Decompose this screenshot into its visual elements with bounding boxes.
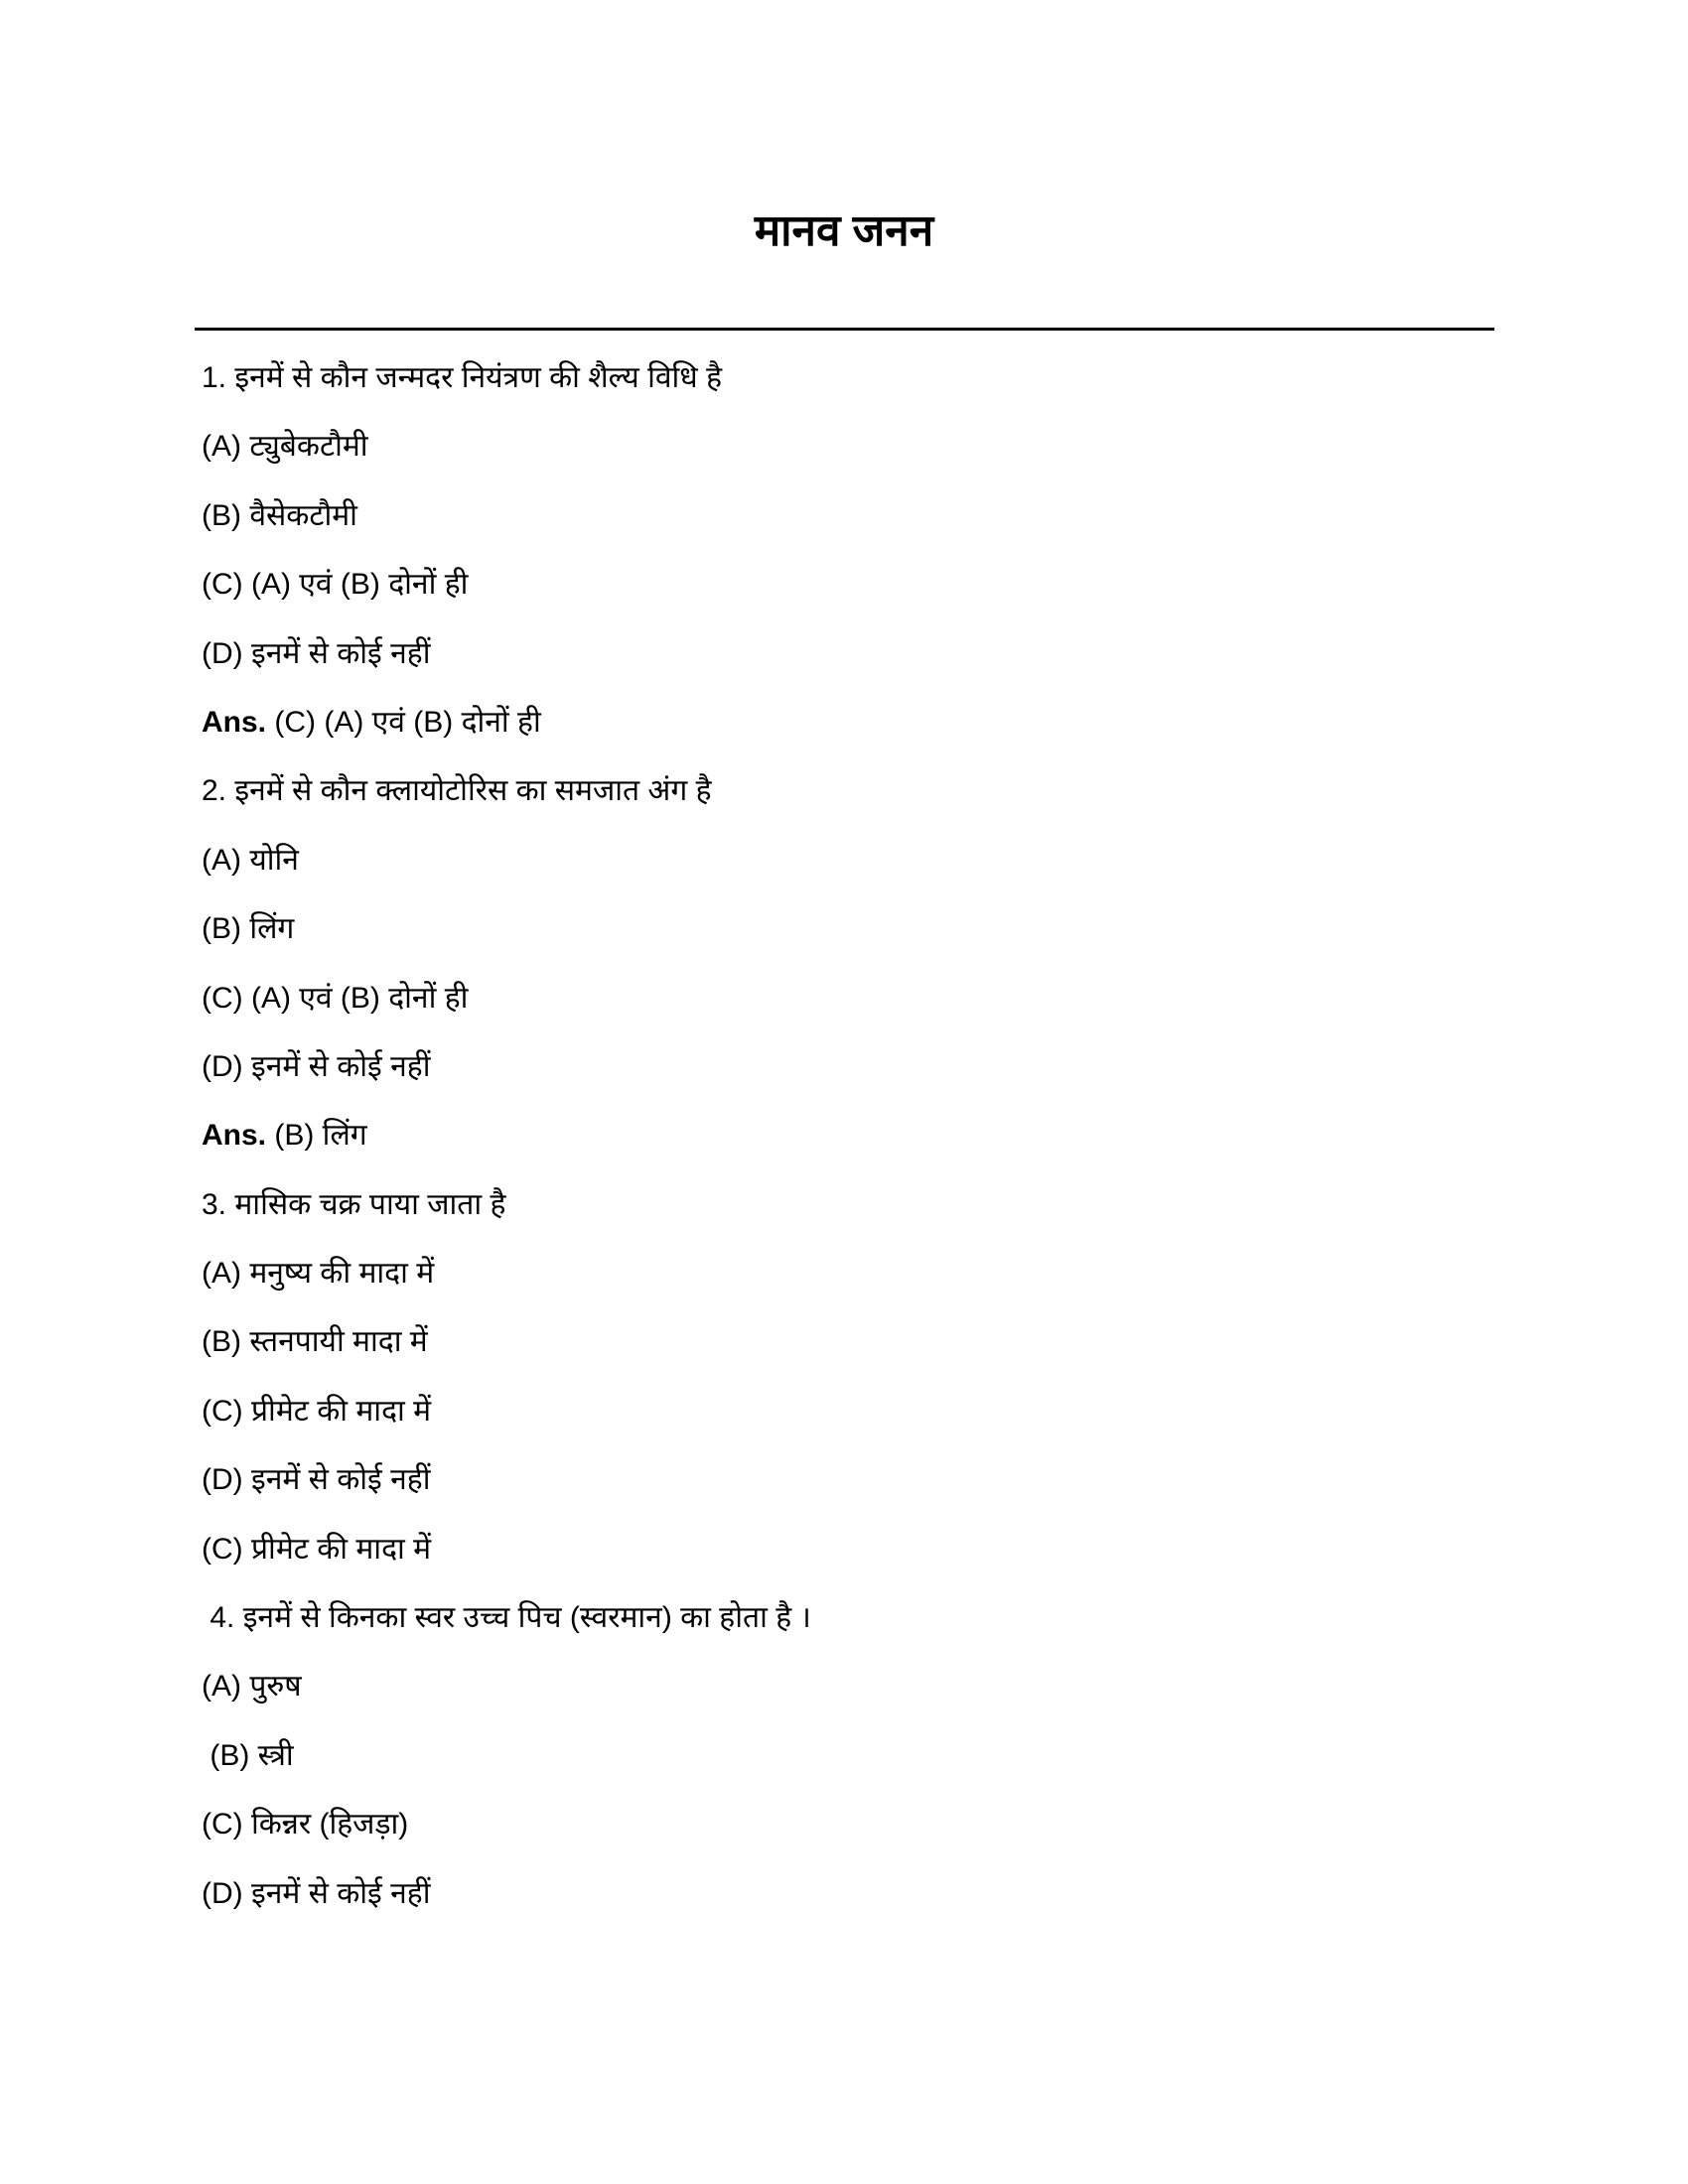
question-3-option-a: (A) मनुष्य की मादा में [202,1257,435,1291]
question-list [202,343,1492,1928]
question-2-option-a: (A) योनि [202,843,299,877]
answer-label: Ans. [202,1119,267,1153]
answer-text: (B) लिंग [266,1119,367,1153]
question-2-answer [202,1101,1492,1169]
answer-label: Ans. [202,705,267,739]
answer-text: (C) (A) एवं (B) दोनों ही [266,705,541,739]
answer-text: (C) प्रीमेट की मादा में [202,1532,432,1566]
question-3-text: 3. मासिक चक्र पाया जाता है [202,1187,506,1221]
question-4-text: 4. इनमें से किनका स्वर उच्च पिच (स्वरमान) का होता है । [202,1601,811,1635]
question-1-option-d: (D) इनमें से कोई नहीं [202,636,431,670]
question-4-option-d: (D) इनमें से कोई नहीं [202,1876,431,1910]
question-4-option-a: (A) पुरुष [202,1670,302,1704]
question-2-option-d: (D) इनमें से कोई नहीं [202,1049,431,1083]
question-3-option-d: (D) इनमें से कोई नहीं [202,1463,431,1497]
question-3-option-b: (B) स्तनपायी मादा में [202,1325,428,1359]
question-4-option-b: (B) स्त्री [202,1738,294,1772]
question-1-option-a: (A) ट्युबेकटौमी [202,430,368,464]
question-1-option-b: (B) वैसेकटौमी [202,498,357,532]
question-1-option-c: (C) (A) एवं (B) दोनों ही [202,568,469,602]
title-divider [195,328,1494,331]
question-1-text: 1. इनमें से कौन जन्मदर नियंत्रण की शैल्य विधि है [202,361,723,394]
question-3-answer [202,1515,1492,1583]
question-2-option-b: (B) लिंग [202,912,295,946]
question-1-answer [202,688,1492,756]
question-3-option-c: (C) प्रीमेट की मादा में [202,1394,432,1428]
page-title: मानव जनन [754,206,934,255]
question-2-option-c: (C) (A) एवं (B) दोनों ही [202,981,469,1015]
question-4-option-c: (C) किन्नर (हिजड़ा) [202,1808,409,1842]
question-2-text: 2. इनमें से कौन क्लायोटोरिस का समजात अंग है [202,774,712,808]
